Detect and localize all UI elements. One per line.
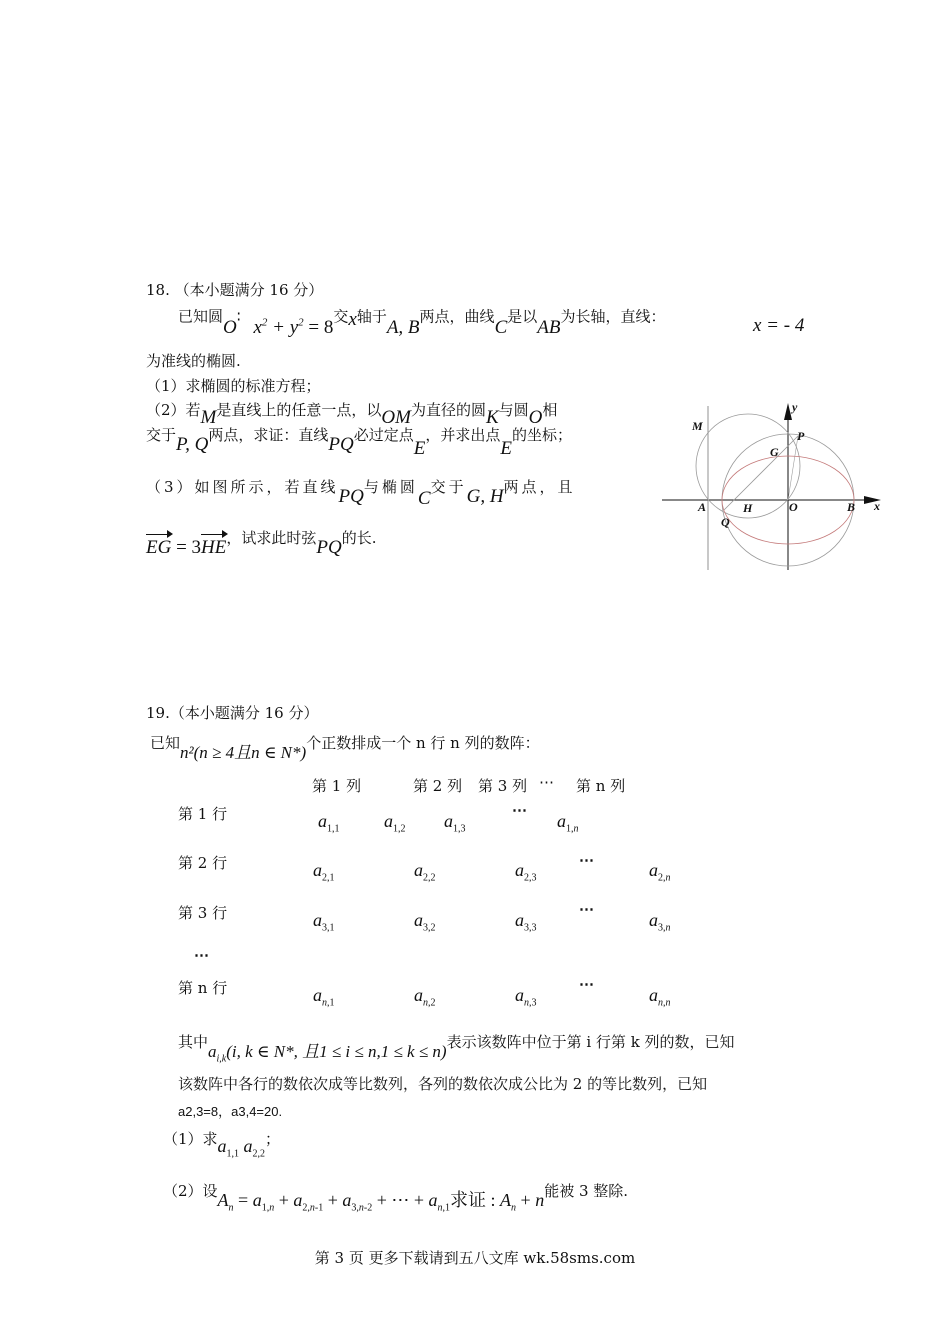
matrix-cell: $a_{1,n}$ xyxy=(557,811,579,835)
col-header-2: 第 2 列 xyxy=(413,777,463,795)
col-header-n: 第 n 列 xyxy=(576,777,626,795)
label-o: O xyxy=(789,500,798,514)
page-footer: 第 3 页 更多下载请到五八文库 wk.58sms.com xyxy=(314,1249,636,1267)
label-b: B xyxy=(847,500,856,514)
an-definition: $A_n = a_{1,n} + a_{2,n-1} + a_{3,n-2}$ + ⋯ + $a_{n,1}$求证 : $A_n + n$ xyxy=(217,1190,545,1214)
label-y: y xyxy=(792,400,798,414)
matrix-cell: $a_{1,1}$ xyxy=(318,811,340,835)
q19-where: 其中$a_{i,k}(i$, k ∈ N*, 且1 ≤ i ≤ n,1 ≤ k ≤ n)表示该数阵中位于第 i 行第 k 列的数，已知 xyxy=(178,1033,735,1065)
matrix-cell: $a_{1,2}$ xyxy=(384,811,406,835)
y-axis-arrow xyxy=(784,403,792,420)
matrix-cell: $a_{2,n}$ xyxy=(649,860,671,884)
q19-part1: （1）求$a_{1,1}$ $a_{2,2}$； xyxy=(163,1130,281,1160)
label-h: H xyxy=(743,501,753,515)
q19-given: a2,3=8，a3,4=20. xyxy=(178,1104,283,1119)
q18-part3-line1: （3）如图所示，若直线PQ与椭圆C交于G, H两点，且 xyxy=(146,478,576,509)
label-q: Q xyxy=(721,515,730,529)
chord-pq xyxy=(724,436,798,510)
row-label-1: 第 1 行 xyxy=(178,805,228,823)
matrix-cell: $a_{3,n}$ xyxy=(649,910,671,934)
col-header-3: 第 3 列 xyxy=(478,777,528,795)
q18-intro-line1: 已知圆O∶ $x^2 + y^2 = 8$交x轴于A, B两点，曲线C是以AB为长轴，直线： xyxy=(178,307,666,339)
matrix-ellipsis: ⋯ xyxy=(579,851,594,869)
matrix-cell: $a_{n,n}$ xyxy=(649,985,671,1009)
col-header-ellipsis: ⋯ xyxy=(539,773,554,791)
vector-eg: EG = 3HE xyxy=(146,537,227,558)
q18-figure xyxy=(662,398,892,573)
q19-line2: 该数阵中各行的数依次成等比数列，各列的数依次成公比为 2 的等比数列，已知 xyxy=(178,1075,708,1093)
label-m: M xyxy=(692,419,703,433)
segment-op xyxy=(788,436,798,500)
matrix-cell: $a_{1,3}$ xyxy=(444,811,466,835)
matrix-cell: $a_{n,3}$ xyxy=(515,985,537,1009)
matrix-cell: $a_{n,2}$ xyxy=(414,985,436,1009)
matrix-ellipsis: ⋯ xyxy=(579,975,594,993)
q18-part3-line2: EG = 3HE，试求此时弦PQ的长. xyxy=(146,529,377,558)
matrix-cell: $a_{3,2}$ xyxy=(414,910,436,934)
a-ik-definition: $a_{i,k}(i$, k ∈ N*, 且1 ≤ i ≤ n,1 ≤ k ≤ n) xyxy=(208,1042,447,1065)
label-p: P xyxy=(797,429,805,443)
q18-part2-line1: （2）若M是直线上的任意一点，以OM为直径的圆K与圆O相 xyxy=(146,401,558,428)
q19-header: 19.（本小题满分 16 分） xyxy=(146,704,319,722)
col-header-1: 第 1 列 xyxy=(312,777,362,795)
q18-part2-line2: 交于P, Q两点，求证：直线PQ必过定点E，并求出点E的坐标； xyxy=(146,426,573,459)
n-squared-condition: n²(n ≥ 4且n ∈ N*) xyxy=(180,743,307,762)
q19-intro: 已知n²(n ≥ 4且n ∈ N*)个正数排成一个 n 行 n 列的数阵： xyxy=(150,734,540,762)
row-label-3: 第 3 行 xyxy=(178,904,228,922)
matrix-ellipsis: ⋯ xyxy=(512,801,527,819)
q18-part1: （1）求椭圆的标准方程； xyxy=(146,377,321,395)
matrix-cell: $a_{2,1}$ xyxy=(313,860,335,884)
directrix-equation: x = - 4 xyxy=(753,315,805,336)
matrix-cell: $a_{n,1}$ xyxy=(313,985,335,1009)
row-label-ellipsis: ⋯ xyxy=(194,946,209,964)
label-x: x xyxy=(874,499,880,513)
row-label-n: 第 n 行 xyxy=(178,979,228,997)
label-g: G xyxy=(770,445,779,459)
row-label-2: 第 2 行 xyxy=(178,854,228,872)
q19-part2: （2）设$A_n = a_{1,n} + a_{2,n-1} + a_{3,n-2}$ + ⋯ + $a_{n,1}$求证 : $A_n + n$能被 3 整除. xyxy=(163,1182,629,1214)
matrix-cell: $a_{3,3}$ xyxy=(515,910,537,934)
matrix-cell: $a_{2,3}$ xyxy=(515,860,537,884)
matrix-cell: $a_{2,2}$ xyxy=(414,860,436,884)
circle-equation: $x^2 + y^2 = 8$ xyxy=(253,317,334,339)
q18-intro-line2: 为准线的椭圆. xyxy=(146,352,241,370)
label-a: A xyxy=(698,500,707,514)
matrix-cell: $a_{3,1}$ xyxy=(313,910,335,934)
matrix-ellipsis: ⋯ xyxy=(579,900,594,918)
q18-header: 18. （本小题满分 16 分） xyxy=(146,281,324,299)
